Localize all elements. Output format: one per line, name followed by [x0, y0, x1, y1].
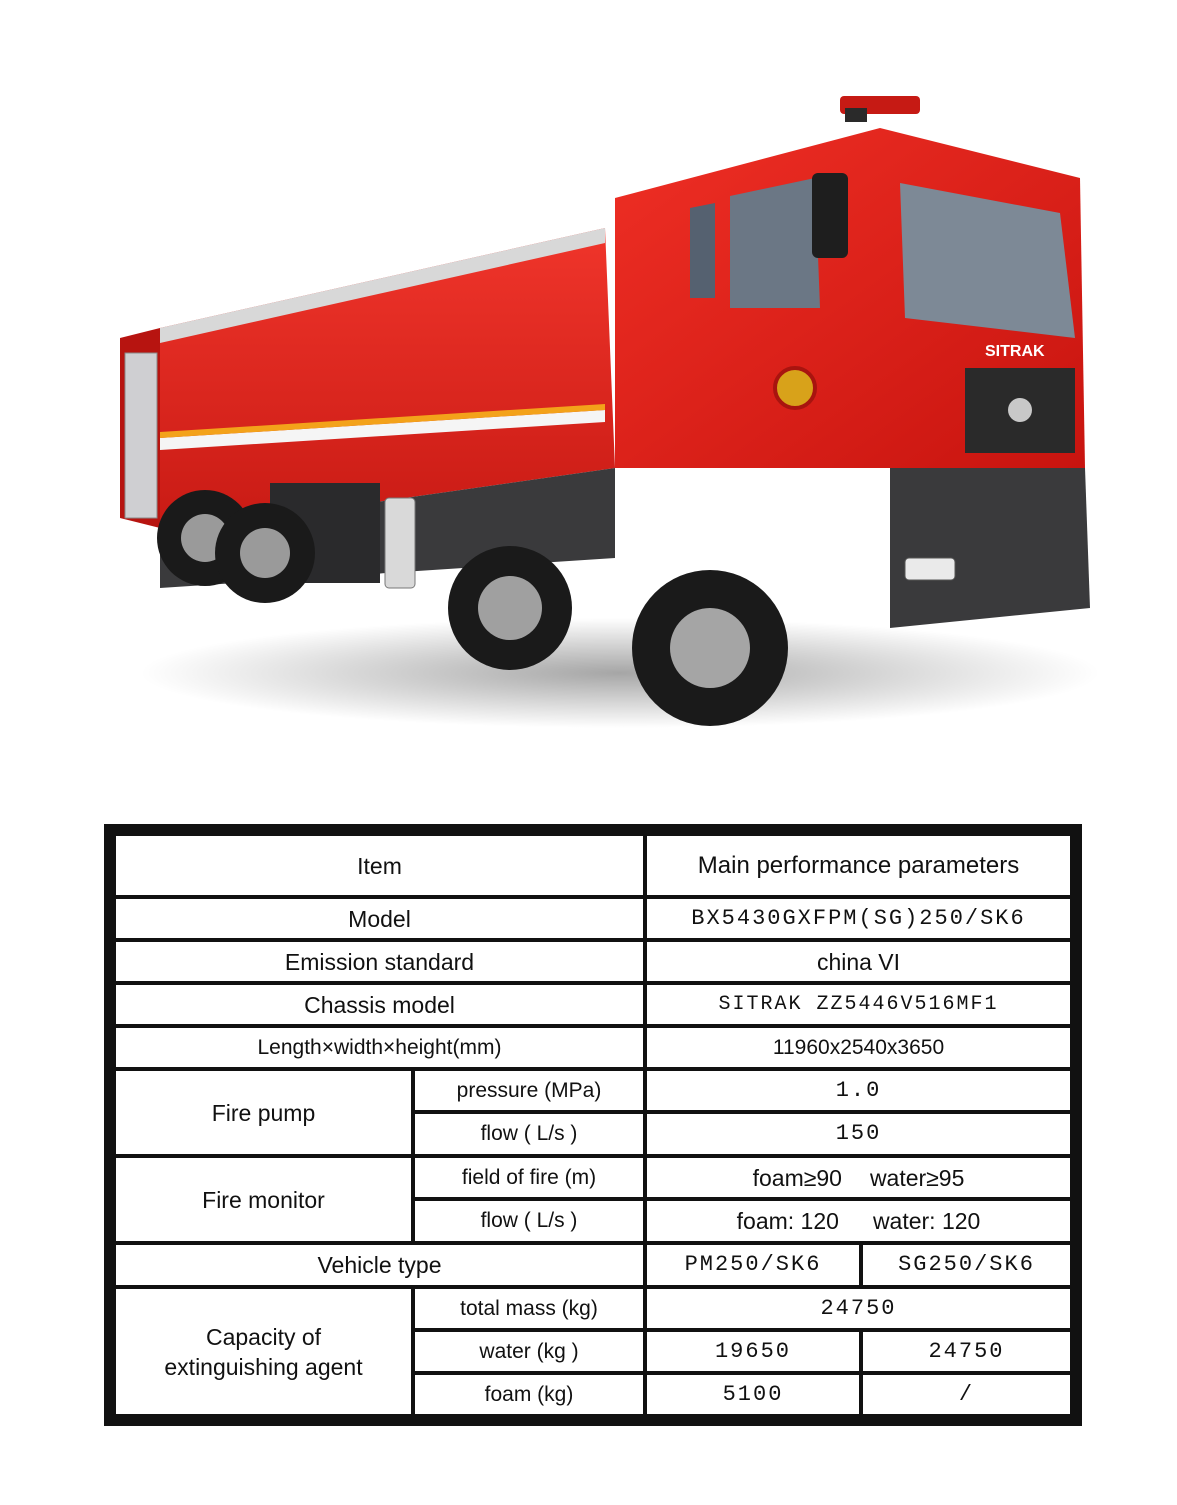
dimensions-label: Length×width×height(mm) [116, 1028, 643, 1067]
rear-shutter [125, 353, 157, 518]
header-item: Item [116, 836, 643, 895]
flow-water: water: 120 [872, 1208, 981, 1234]
ground-shadow [140, 618, 1100, 728]
fire-pump-flow-value: 150 [647, 1114, 1070, 1154]
cab-window-side [730, 178, 820, 308]
water-sg-value: 24750 [863, 1332, 1070, 1371]
fire-monitor-field-value [647, 1158, 1070, 1197]
chassis-label: Chassis model [116, 985, 643, 1024]
headlight [905, 558, 955, 580]
cab-brand: SITRAK [985, 343, 1045, 360]
chassis-value: SITRAK ZZ5446V516MF1 [647, 985, 1070, 1024]
fire-pump-pressure-label: pressure (MPa) [415, 1071, 643, 1110]
grille-logo [1008, 398, 1032, 422]
model-label: Model [116, 899, 643, 938]
emblem [775, 368, 815, 408]
middle-wheel [448, 546, 572, 670]
emission-label: Emission standard [116, 942, 643, 981]
capacity-label [116, 1289, 411, 1414]
roof-light [845, 108, 867, 122]
vehicle-type-sg: SG250/SK6 [863, 1245, 1070, 1285]
total-mass-label: total mass (kg) [415, 1289, 643, 1328]
side-mirror [812, 173, 848, 258]
capacity-label-line2: extinguishing agent [164, 1353, 363, 1380]
capacity-label-line1: Capacity of [205, 1323, 322, 1350]
fire-monitor-flow-value [647, 1201, 1070, 1241]
front-bumper [890, 468, 1090, 628]
water-label: water (kg ) [415, 1332, 643, 1371]
foam-label: foam (kg) [415, 1375, 643, 1414]
fire-pump-flow-label: flow ( L/s ) [415, 1114, 643, 1154]
fire-pump-label: Fire pump [116, 1071, 411, 1154]
dimensions-value: 11960x2540x3650 [647, 1028, 1070, 1067]
field-water: water≥95 [869, 1164, 965, 1191]
emission-value: china VI [647, 942, 1070, 981]
fire-monitor-label: Fire monitor [116, 1158, 411, 1241]
step-plate [385, 498, 415, 588]
model-value: BX5430GXFPM(SG)250/SK6 [647, 899, 1070, 938]
fire-pump-pressure-value: 1.0 [647, 1071, 1070, 1110]
water-pm-value: 19650 [647, 1332, 859, 1371]
foam-sg-value: / [863, 1375, 1070, 1414]
fire-truck-image [100, 88, 1100, 748]
foam-pm-value: 5100 [647, 1375, 859, 1414]
fire-monitor-flow-label: flow ( L/s ) [415, 1201, 643, 1241]
vehicle-type-pm: PM250/SK6 [647, 1245, 859, 1285]
flow-foam: foam: 120 [736, 1208, 839, 1234]
rear-wheel-2 [215, 503, 315, 603]
spec-table [104, 824, 1082, 1426]
field-foam: foam≥90 [752, 1164, 842, 1191]
total-mass-value: 24750 [647, 1289, 1070, 1328]
header-params: Main performance parameters [647, 836, 1070, 895]
fire-monitor-field-label: field of fire (m) [415, 1158, 643, 1197]
cab-window-rear [690, 203, 715, 298]
vehicle-type-label: Vehicle type [116, 1245, 643, 1285]
front-wheel [632, 570, 788, 726]
